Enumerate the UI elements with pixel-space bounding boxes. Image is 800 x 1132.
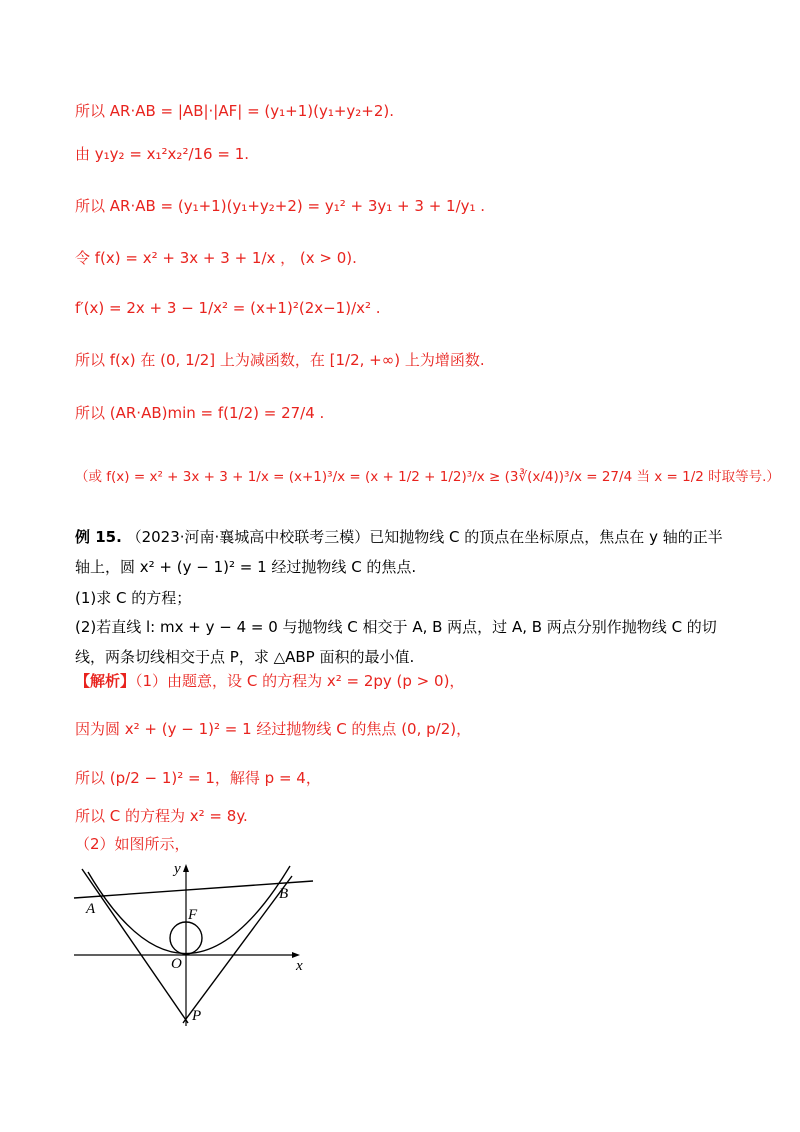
solution-tag: 【解析】	[75, 672, 136, 690]
tangent-b	[183, 876, 292, 1023]
label-p: P	[192, 1008, 202, 1024]
label-a: A	[86, 901, 96, 917]
label-o: O	[171, 956, 182, 972]
derivation-line-4: 令 f(x) = x² + 3x + 3 + 1/x ， (x > 0).	[75, 249, 357, 267]
label-b: B	[279, 886, 289, 902]
example-15	[75, 522, 725, 582]
parabola-figure	[70, 858, 330, 1028]
y-axis-arrow	[183, 864, 189, 872]
solution-line-2: 因为圆 x² + (y − 1)² = 1 经过抛物线 C 的焦点 (0, p/2)，	[75, 720, 472, 738]
derivation-line-6: 所以 f(x) 在 (0, 1/2] 上为减函数，在 [1/2, +∞) 上为增函数.	[75, 351, 485, 369]
derivation-line-2: 由 y₁y₂ = x₁²x₂²/16 = 1.	[75, 145, 250, 163]
derivation-line-1: 所以 AR·AB = |AB|·|AF| = (y₁+1)(y₁+y₂+2).	[75, 102, 395, 120]
question-1: (1)求 C 的方程；	[75, 589, 192, 607]
solution-line-1	[75, 671, 464, 691]
example-text: （2023·河南·襄城高中校联考三模）已知抛物线 C 的顶点在坐标原点，焦点在 y 轴的正半轴上，圆 x² + (y − 1)² = 1 经过抛物线 C 的焦点.	[75, 528, 723, 576]
solution-step-1: （1）由题意，设 C 的方程为 x² = 2py (p > 0)，	[135, 672, 465, 690]
label-f: F	[188, 907, 198, 923]
derivation-line-8: （或 f(x) = x² + 3x + 3 + 1/x = (x+1)³/x = (x + 1/2 + 1/2)³/x ≥ (3∛(x/4))³/x = 27/4 当 x = 1/2 时取等号.）	[75, 469, 780, 485]
question-2: (2)若直线 l: mx + y − 4 = 0 与抛物线 C 相交于 A, B 两点，过 A, B 两点分别作抛物线 C 的切线，两条切线相交于点 P，求 △ABP 面积的最小值.	[75, 618, 717, 666]
example-label: 例 15.	[75, 528, 122, 546]
derivation-line-7: 所以 (AR·AB)min = f(1/2) = 27/4 .	[75, 404, 325, 422]
derivation-line-3: 所以 AR·AB = (y₁+1)(y₁+y₂+2) = y₁² + 3y₁ + 3 + 1/y₁ .	[75, 197, 486, 215]
label-y: y	[174, 861, 181, 877]
solution-line-4: 所以 C 的方程为 x² = 8y.	[75, 807, 248, 825]
label-x: x	[296, 958, 303, 974]
solution-line-5: （2）如图所示，	[75, 835, 190, 853]
solution-line-3: 所以 (p/2 − 1)² = 1，解得 p = 4，	[75, 769, 321, 787]
derivation-line-5: f′(x) = 2x + 3 − 1/x² = (x+1)²(2x−1)/x² .	[75, 299, 381, 317]
